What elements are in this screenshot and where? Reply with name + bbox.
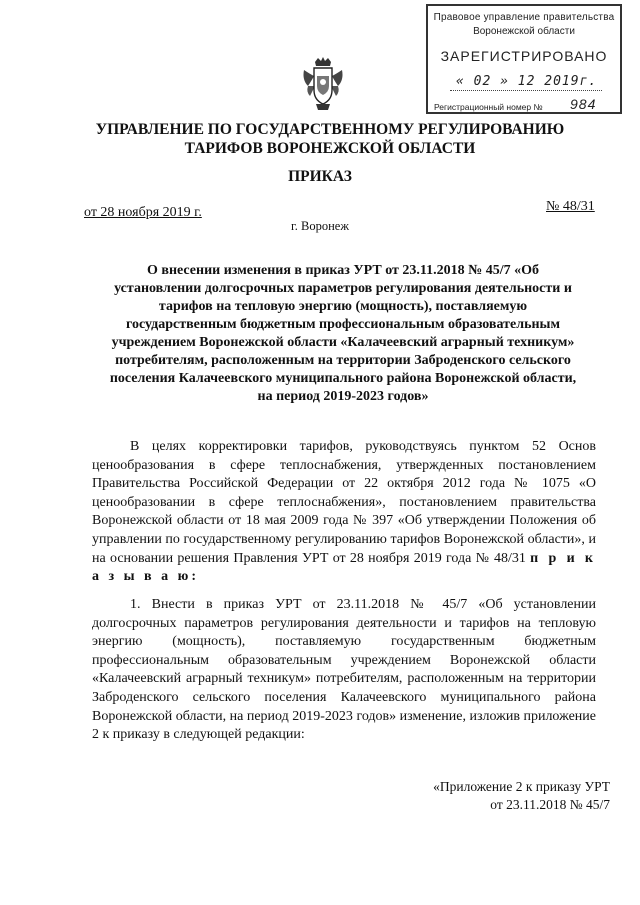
subject-line: поселения Калачеевского муниципального района Воронежской области, xyxy=(109,371,577,386)
stamp-regno-label: Регистрационный номер № xyxy=(434,102,543,112)
document-date: от 28 ноября 2019 г. xyxy=(84,205,202,220)
subject-line: потребителям, расположенным на территории Заброденского сельского xyxy=(115,353,571,368)
organization-title xyxy=(80,120,580,158)
registration-stamp xyxy=(426,4,622,114)
document-subject xyxy=(88,262,598,406)
document-city: г. Воронеж xyxy=(291,219,349,233)
stamp-registered: ЗАРЕГИСТРИРОВАНО xyxy=(440,48,608,64)
org-title-line-2: ТАРИФОВ ВОРОНЕЖСКОЙ ОБЛАСТИ xyxy=(184,140,476,157)
subject-line: на период 2019-2023 годов» xyxy=(257,389,429,404)
stamp-regno-value: 984 xyxy=(570,96,597,112)
document-type: ПРИКАЗ xyxy=(288,168,352,185)
document-number: № 48/31 xyxy=(546,199,595,214)
coat-of-arms-icon xyxy=(300,56,346,112)
appendix-line-1: «Приложение 2 к приказу УРТ xyxy=(433,779,610,794)
stamp-dept: Правовое управление правительства xyxy=(433,12,615,23)
appendix-line-2: от 23.11.2018 № 45/7 xyxy=(490,797,610,812)
subject-line: учреждением Воронежской области «Калачеевский аграрный техникум» xyxy=(111,335,575,350)
stamp-date: « 02 » 12 2019г. xyxy=(456,74,598,89)
paragraph-item-1: 1. Внести в приказ УРТ от 23.11.2018 № 45/7 «Об установлении долгосрочных параметров регулирования деятельности и тарифов на тепловую энергию (мощность), поставляемую государственным бюджетным профессиональным образовательным учреждением Воронежской области «Калачеевский аграрный техникум» потребителям, расположенным на территории Заброденского сельского поселения Калачеевского муниципального района Воронежской области, на период 2019-2023 годов» изменение, изложив приложение 2 к приказу в следующей редакции: xyxy=(92,597,596,743)
subject-line: государственным бюджетным профессиональным образовательным xyxy=(125,317,561,332)
subject-line: тарифов на тепловую энергию (мощность), поставляемую xyxy=(158,299,528,314)
org-title-line-1: УПРАВЛЕНИЕ ПО ГОСУДАРСТВЕННОМУ РЕГУЛИРОВАНИЮ xyxy=(95,121,565,138)
preamble-text: В целях корректировки тарифов, руководствуясь пунктом 52 Основ ценообразования в сфере теплоснабжения, утвержденных постановлением Правительства Российской Федерации от 22 октября 2012 года № 1075 «О ценообразовании в сфере теплоснабжения», постановлением правительства Воронежской области от 18 мая 2009 года № 397 «Об утверждении Положения об управлении по государственному регулированию тарифов Воронежской области», и на основании решения Правления УРТ от 28 ноября 2019 года № 48/31 xyxy=(92,439,596,566)
order-word: п р и к а з ы в а ю: xyxy=(92,550,596,585)
stamp-dotline xyxy=(450,90,602,91)
appendix-reference xyxy=(433,778,610,814)
subject-line: О внесении изменения в приказ УРТ от 23.11.2018 № 45/7 «Об xyxy=(147,263,539,278)
paragraph-preamble xyxy=(92,438,596,587)
subject-line: установлении долгосрочных параметров регулирования деятельности и xyxy=(114,281,572,296)
stamp-region: Воронежской области xyxy=(473,26,575,37)
